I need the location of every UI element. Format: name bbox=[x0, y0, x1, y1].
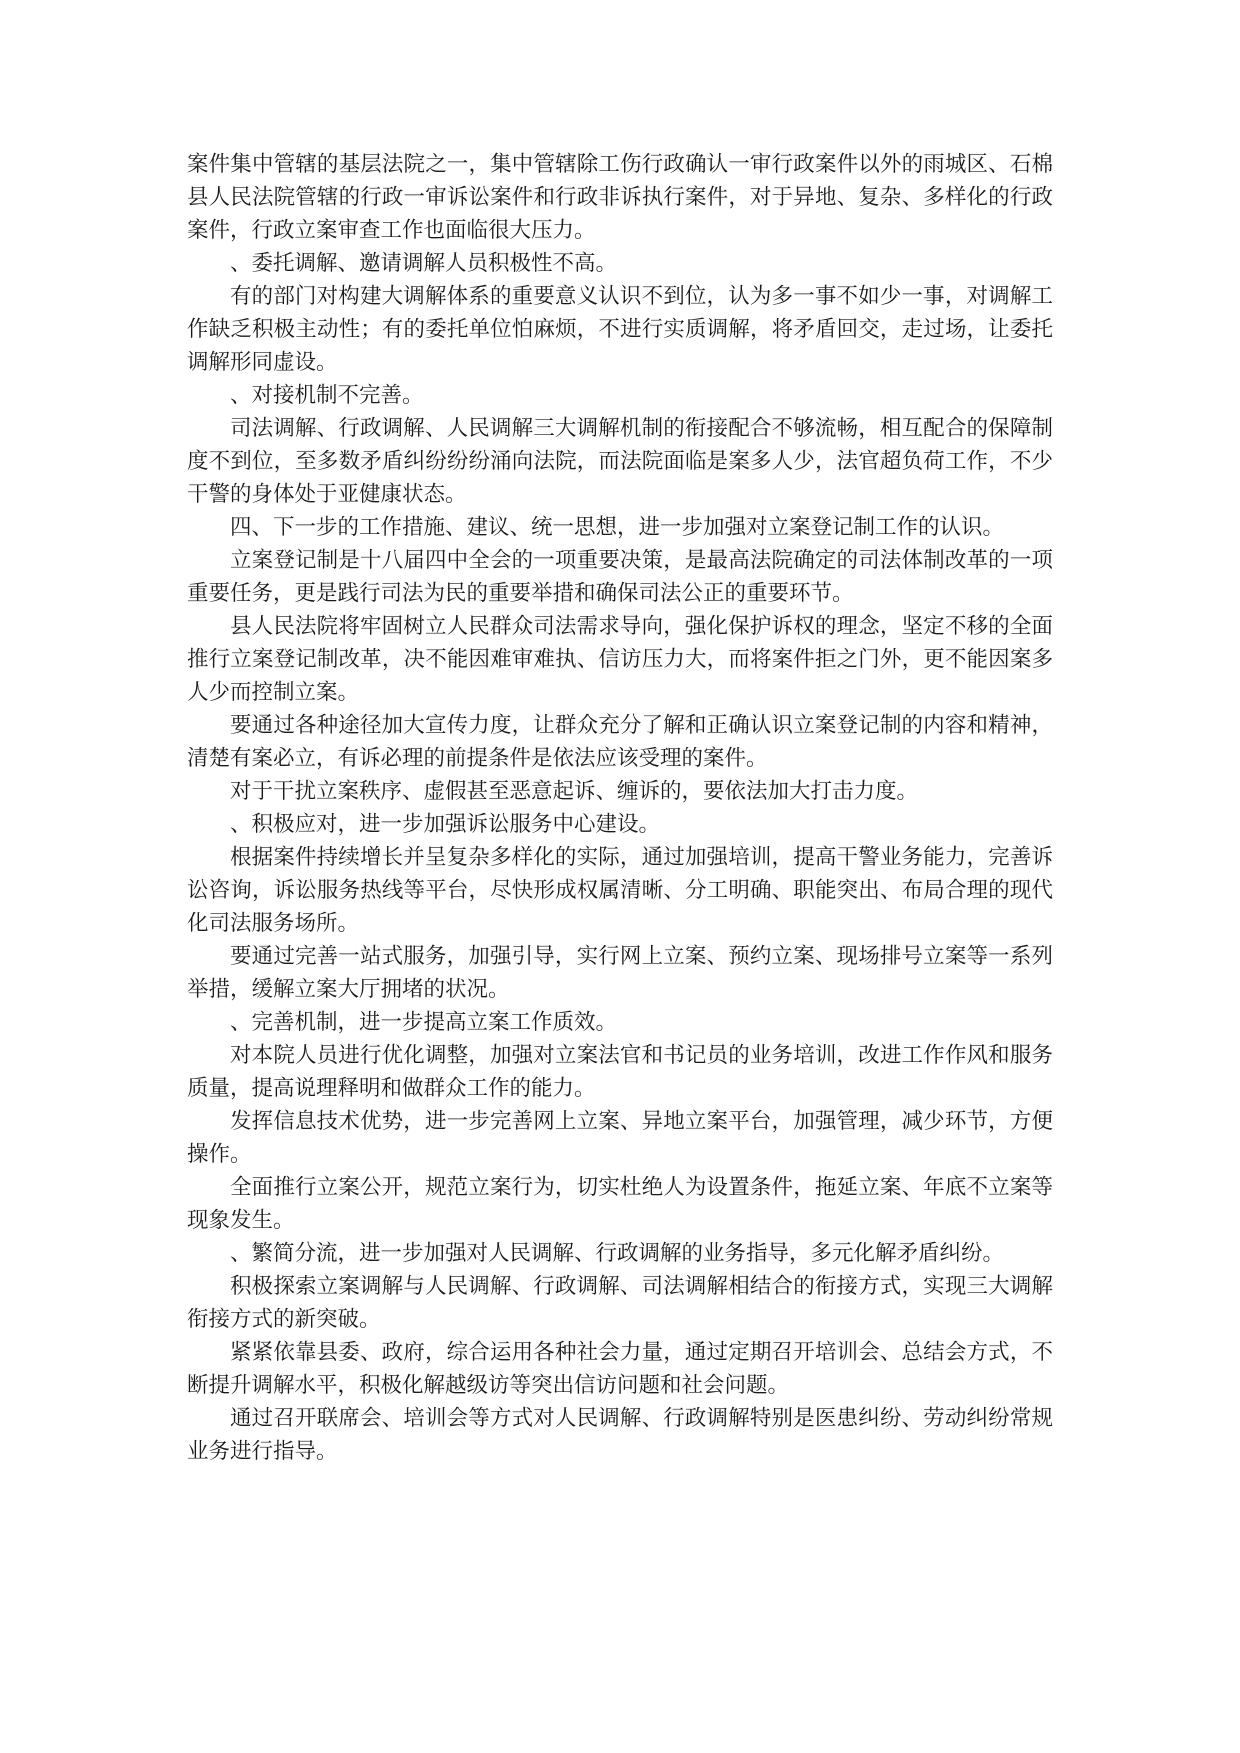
paragraph: 司法调解、行政调解、人民调解三大调解机制的衔接配合不够流畅，相互配合的保障制度不到位，至多数矛盾纠纷纷纷涌向法院，而法院面临是案多人少，法官超负荷工作，不少干警的身体处于亚健康状态。 bbox=[187, 416, 1053, 507]
paragraph-continuation: 案件集中管辖的基层法院之一，集中管辖除工伤行政确认一审行政案件以外的雨城区、石棉县人民法院管辖的行政一审诉讼案件和行政非诉执行案件，对于异地、复杂、多样化的行政案件，行政立案审查工作也面临很大压力。 bbox=[187, 152, 1053, 243]
paragraph: 全面推行立案公开，规范立案行为，切实杜绝人为设置条件，拖延立案、年底不立案等现象发生。 bbox=[187, 1175, 1053, 1233]
section-heading: 、繁简分流，进一步加强对人民调解、行政调解的业务指导，多元化解矛盾纠纷。 bbox=[230, 1241, 1005, 1266]
paragraph: 要通过完善一站式服务，加强引导，实行网上立案、预约立案、现场排号立案等一系列举措，缓解立案大厅拥堵的状况。 bbox=[187, 944, 1053, 1002]
document-body bbox=[187, 148, 1053, 1468]
paragraph: 发挥信息技术优势，进一步完善网上立案、异地立案平台，加强管理，减少环节，方便操作。 bbox=[187, 1109, 1053, 1167]
paragraph: 积极探索立案调解与人民调解、行政调解、司法调解相结合的衔接方式，实现三大调解衔接方式的新突破。 bbox=[187, 1274, 1053, 1332]
paragraph: 根据案件持续增长并呈复杂多样化的实际，通过加强培训，提高干警业务能力，完善诉讼咨询，诉讼服务热线等平台，尽快形成权属清晰、分工明确、职能突出、布局合理的现代化司法服务场所。 bbox=[187, 845, 1053, 936]
paragraph: 对本院人员进行优化调整，加强对立案法官和书记员的业务培训，改进工作作风和服务质量，提高说理释明和做群众工作的能力。 bbox=[187, 1043, 1053, 1101]
section-heading: 、对接机制不完善。 bbox=[230, 383, 424, 408]
paragraph: 通过召开联席会、培训会等方式对人民调解、行政调解特别是医患纠纷、劳动纠纷常规业务进行指导。 bbox=[187, 1406, 1053, 1464]
paragraph: 县人民法院将牢固树立人民群众司法需求导向，强化保护诉权的理念，坚定不移的全面推行立案登记制改革，决不能因难审难执、信访压力大，而将案件拒之门外，更不能因案多人少而控制立案。 bbox=[187, 614, 1053, 705]
paragraph: 有的部门对构建大调解体系的重要意义认识不到位，认为多一事不如少一事，对调解工作缺乏积极主动性；有的委托单位怕麻烦，不进行实质调解，将矛盾回交，走过场，让委托调解形同虚设。 bbox=[187, 284, 1053, 375]
paragraph: 立案登记制是十八届四中全会的一项重要决策，是最高法院确定的司法体制改革的一项重要任务，更是践行司法为民的重要举措和确保司法公正的重要环节。 bbox=[187, 548, 1053, 606]
section-heading: 、积极应对，进一步加强诉讼服务中心建设。 bbox=[230, 812, 661, 837]
paragraph: 要通过各种途径加大宣传力度，让群众充分了解和正确认识立案登记制的内容和精神，清楚有案必立，有诉必理的前提条件是依法应该受理的案件。 bbox=[187, 713, 1053, 771]
paragraph: 对于干扰立案秩序、虚假甚至恶意起诉、缠诉的，要依法加大打击力度。 bbox=[230, 779, 919, 804]
paragraph: 紧紧依靠县委、政府，综合运用各种社会力量，通过定期召开培训会、总结会方式，不断提升调解水平，积极化解越级访等突出信访问题和社会问题。 bbox=[187, 1340, 1053, 1398]
section-heading: 、完善机制，进一步提高立案工作质效。 bbox=[230, 1010, 618, 1035]
section-heading: 、委托调解、邀请调解人员积极性不高。 bbox=[230, 251, 618, 276]
section-heading: 四、下一步的工作措施、建议、统一思想，进一步加强对立案登记制工作的认识。 bbox=[230, 515, 1005, 540]
